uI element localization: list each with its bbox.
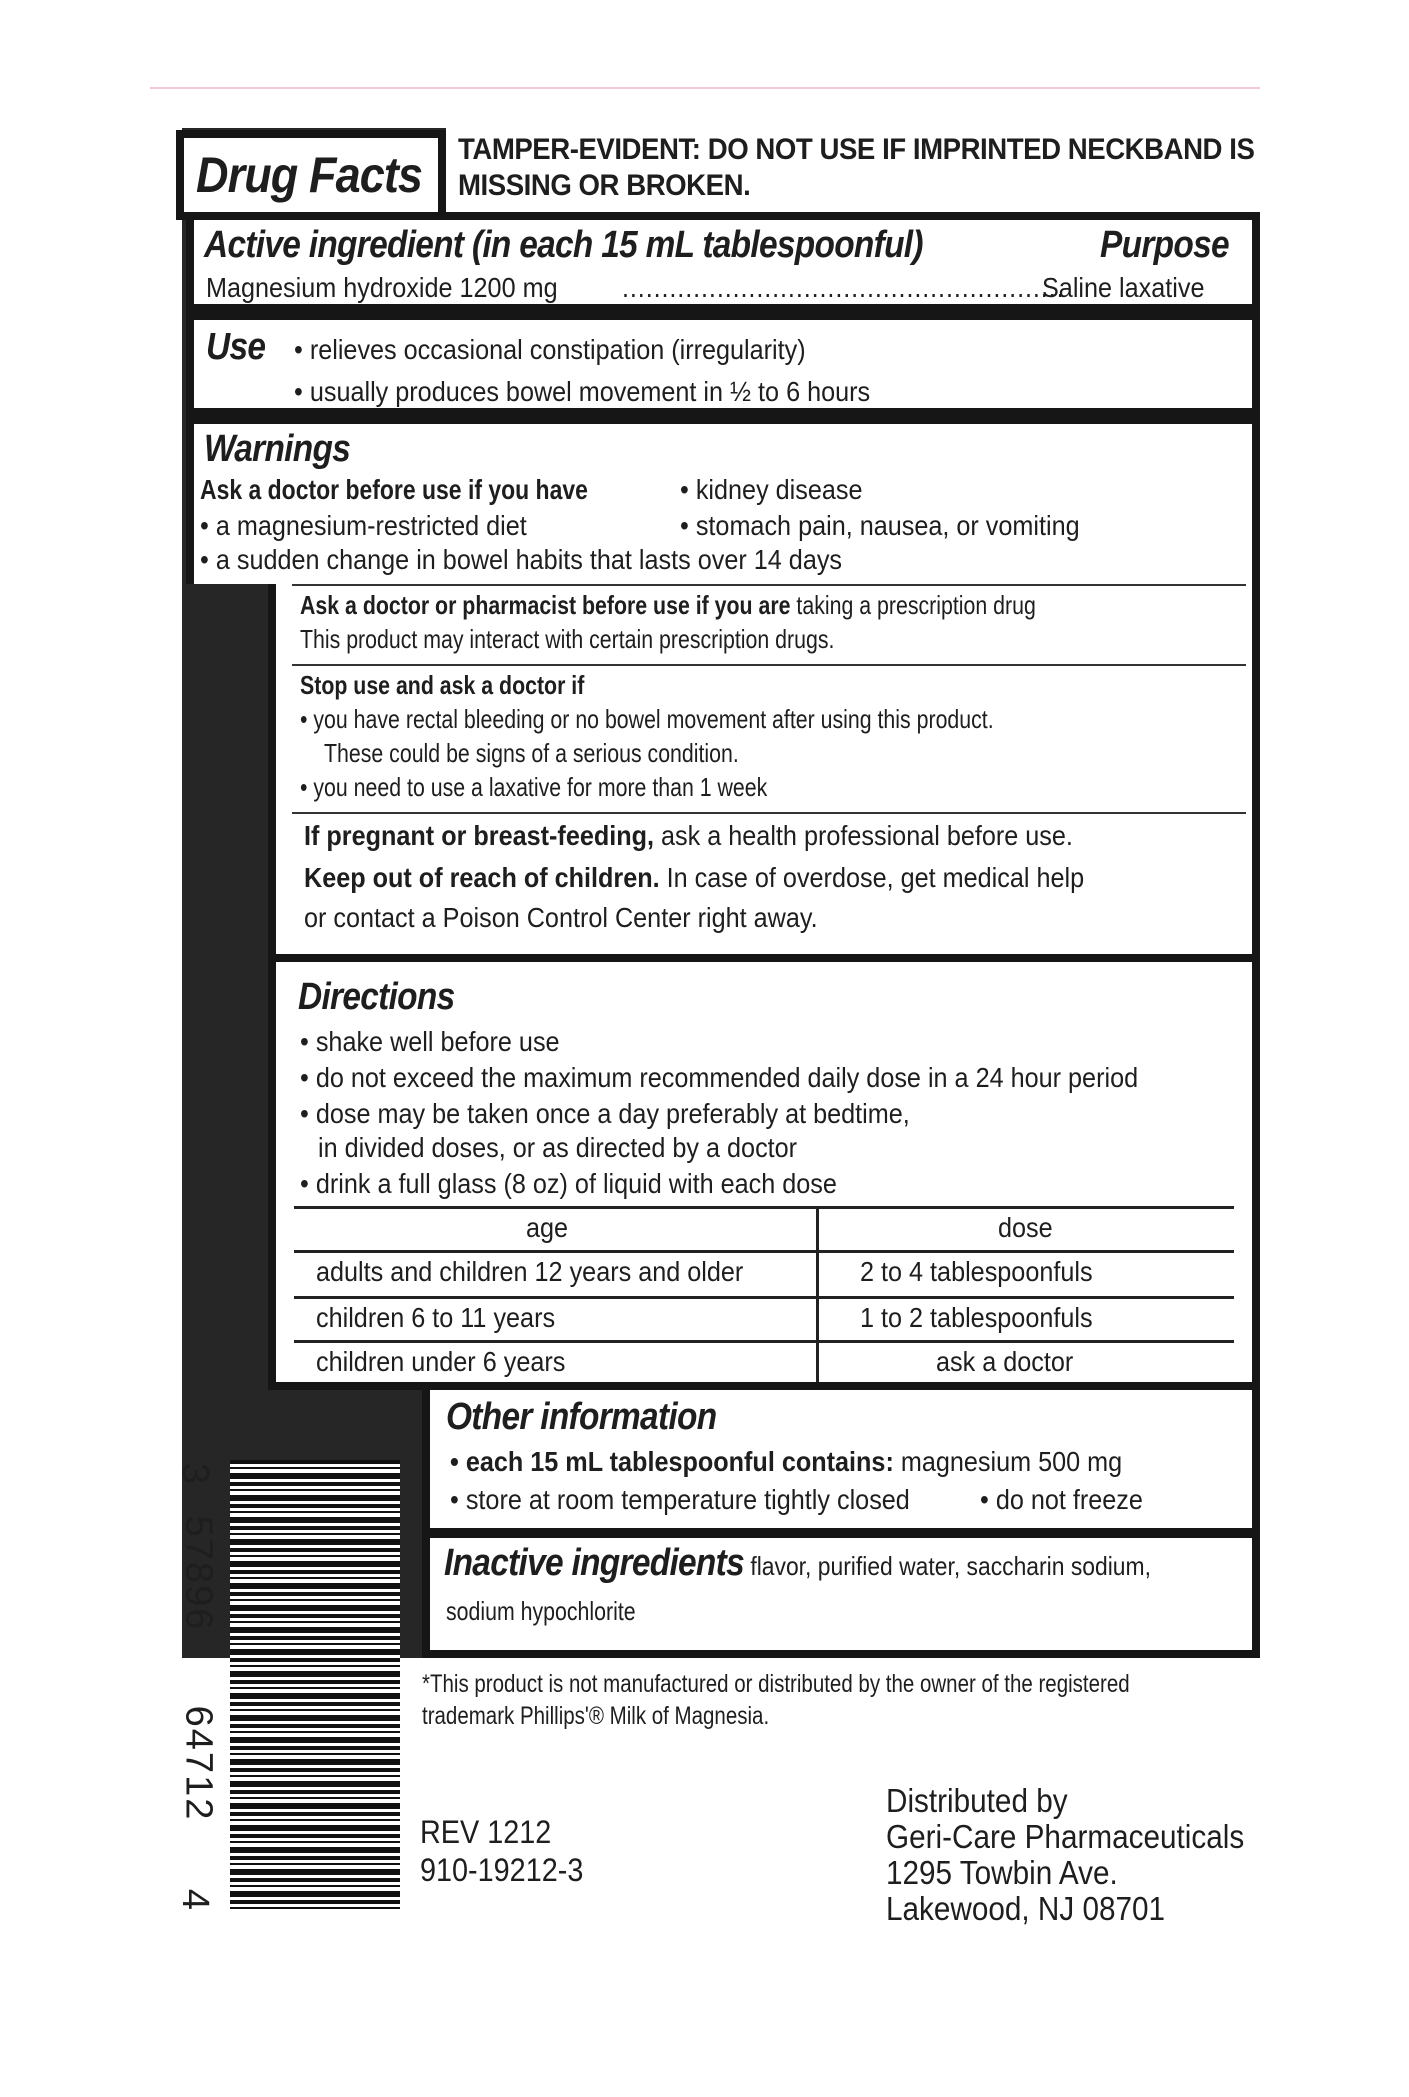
table-top-rule: [294, 1206, 1234, 1209]
dir-item-3b: in divided doses, or as directed by a doctor: [318, 1132, 798, 1163]
rule-stop: [292, 664, 1246, 666]
pregnant-bold: If pregnant or breast-feeding,: [304, 820, 655, 851]
table-header-age: age: [526, 1212, 569, 1243]
keep-rest: In case of overdose, get medical help: [659, 862, 1085, 893]
warn-stomach: • stomach pain, nausea, or vomiting: [680, 510, 1080, 541]
table-row-2-age: children 6 to 11 years: [316, 1302, 556, 1333]
warn-diet: • a magnesium-restricted diet: [200, 510, 527, 541]
ask-doctor-heading: Ask a doctor before use if you have: [200, 474, 588, 505]
other-line-1: [450, 1446, 1122, 1478]
use-item-1: • relieves occasional constipation (irregularity): [294, 334, 806, 365]
directions-heading: Directions: [298, 976, 455, 1018]
pregnant-rest: ask a health professional before use.: [654, 820, 1073, 851]
active-purpose: Saline laxative: [1042, 272, 1205, 303]
drug-facts-title-box: [176, 130, 446, 220]
warn-bowel-change: • a sudden change in bowel habits that lasts over 14 days: [200, 544, 843, 575]
warn-kidney: • kidney disease: [680, 474, 863, 505]
other-info-heading: Other information: [446, 1396, 717, 1438]
pharmacist-rest: taking a prescription drug: [790, 590, 1036, 620]
barcode: [174, 1452, 410, 1922]
keep-line-2: or contact a Poison Control Center right away.: [304, 902, 818, 933]
tamper-line-2: MISSING OR BROKEN.: [458, 169, 751, 202]
barcode-digits-a: 57896: [177, 1515, 220, 1632]
inactive-panel: [422, 1530, 1260, 1658]
directions-panel: [268, 954, 1260, 1390]
inactive-line-1: [444, 1542, 1151, 1585]
other-line-2b: • do not freeze: [980, 1484, 1143, 1515]
barcode-digits-b: 64712: [177, 1705, 220, 1822]
table-row2-rule: [294, 1340, 1234, 1343]
distributor-line-2: Geri-Care Pharmaceuticals: [886, 1818, 1245, 1855]
table-header-dose: dose: [998, 1212, 1053, 1243]
dir-item-2: • do not exceed the maximum recommended daily dose in a 24 hour period: [300, 1062, 1139, 1093]
top-trim-line: [150, 87, 1260, 89]
pharmacist-bold: Ask a doctor or pharmacist before use if you are: [300, 590, 791, 620]
stop-item-2: • you need to use a laxative for more than 1 week: [300, 772, 768, 802]
use-heading: Use: [206, 326, 266, 368]
part-number: 910-19212-3: [420, 1852, 584, 1888]
table-header-rule: [294, 1250, 1234, 1253]
other-line-1-bold: • each 15 mL tablespoonful contains:: [450, 1446, 894, 1477]
tamper-line-1: TAMPER-EVIDENT: DO NOT USE IF IMPRINTED NECKBAND IS: [458, 133, 1255, 166]
distributor-line-3: 1295 Towbin Ave.: [886, 1854, 1118, 1891]
active-ingredient-name: Magnesium hydroxide 1200 mg: [206, 272, 558, 303]
inactive-rest: flavor, purified water, saccharin sodium,: [743, 1551, 1151, 1581]
distributor-line-4: Lakewood, NJ 08701: [886, 1890, 1166, 1927]
pharmacist-line: [300, 590, 1036, 621]
dir-item-1: • shake well before use: [300, 1026, 560, 1057]
warnings-panel-top: [186, 416, 1260, 590]
dir-item-4: • drink a full glass (8 oz) of liquid with each dose: [300, 1168, 837, 1199]
stop-item-1b: These could be signs of a serious condition.: [324, 738, 739, 768]
warnings-heading: Warnings: [204, 428, 351, 470]
interact-line: This product may interact with certain prescription drugs.: [300, 624, 835, 654]
warnings-panel-bottom: [268, 584, 1260, 962]
other-info-panel: [422, 1382, 1260, 1536]
other-line-1-rest: magnesium 500 mg: [893, 1446, 1123, 1477]
table-row-1-age: adults and children 12 years and older: [316, 1256, 744, 1287]
pregnant-line: [304, 820, 1073, 852]
rev-code: REV 1212: [420, 1814, 552, 1850]
table-row1-rule: [294, 1296, 1234, 1299]
drug-facts-title: Drug Facts: [196, 147, 423, 203]
barcode-digit-bottom: 4: [174, 1888, 217, 1911]
dir-item-3: • dose may be taken once a day preferably at bedtime,: [300, 1098, 910, 1129]
table-row-3-age: children under 6 years: [316, 1346, 566, 1377]
keep-bold: Keep out of reach of children.: [304, 862, 660, 893]
active-ingredient-heading: Active ingredient (in each 15 mL tablespoonful): [204, 224, 923, 266]
distributor-line-1: Distributed by: [886, 1782, 1068, 1819]
footnote-line-2: trademark Phillips'® Milk of Magnesia.: [422, 1702, 770, 1730]
table-row-2-dose: 1 to 2 tablespoonfuls: [860, 1302, 1093, 1333]
use-panel: [186, 312, 1260, 416]
rule-pharmacist: [292, 584, 1246, 586]
barcode-bars: [230, 1460, 400, 1910]
stop-heading: Stop use and ask a doctor if: [300, 670, 585, 700]
inactive-line-2: sodium hypochlorite: [446, 1596, 636, 1626]
purpose-heading: Purpose: [1100, 224, 1229, 266]
table-row-1-dose: 2 to 4 tablespoonfuls: [860, 1256, 1093, 1287]
keep-line: [304, 862, 1084, 894]
rule-pregnant: [292, 812, 1246, 814]
barcode-digit-top: 3: [174, 1462, 217, 1485]
footnote-line-1: *This product is not manufactured or distributed by the owner of the registered: [422, 1670, 1130, 1698]
table-row-3-dose: ask a doctor: [936, 1346, 1074, 1377]
warnings-step-fill: [186, 584, 276, 614]
inactive-heading: Inactive ingredients: [444, 1542, 744, 1584]
active-dots: ........................................................: [622, 272, 1065, 303]
stop-item-1: • you have rectal bleeding or no bowel movement after using this product.: [300, 704, 994, 734]
table-column-divider: [816, 1206, 819, 1390]
active-ingredient-panel: [186, 212, 1260, 312]
other-line-2a: • store at room temperature tightly closed: [450, 1484, 910, 1515]
use-item-2: • usually produces bowel movement in ½ to 6 hours: [294, 376, 871, 407]
